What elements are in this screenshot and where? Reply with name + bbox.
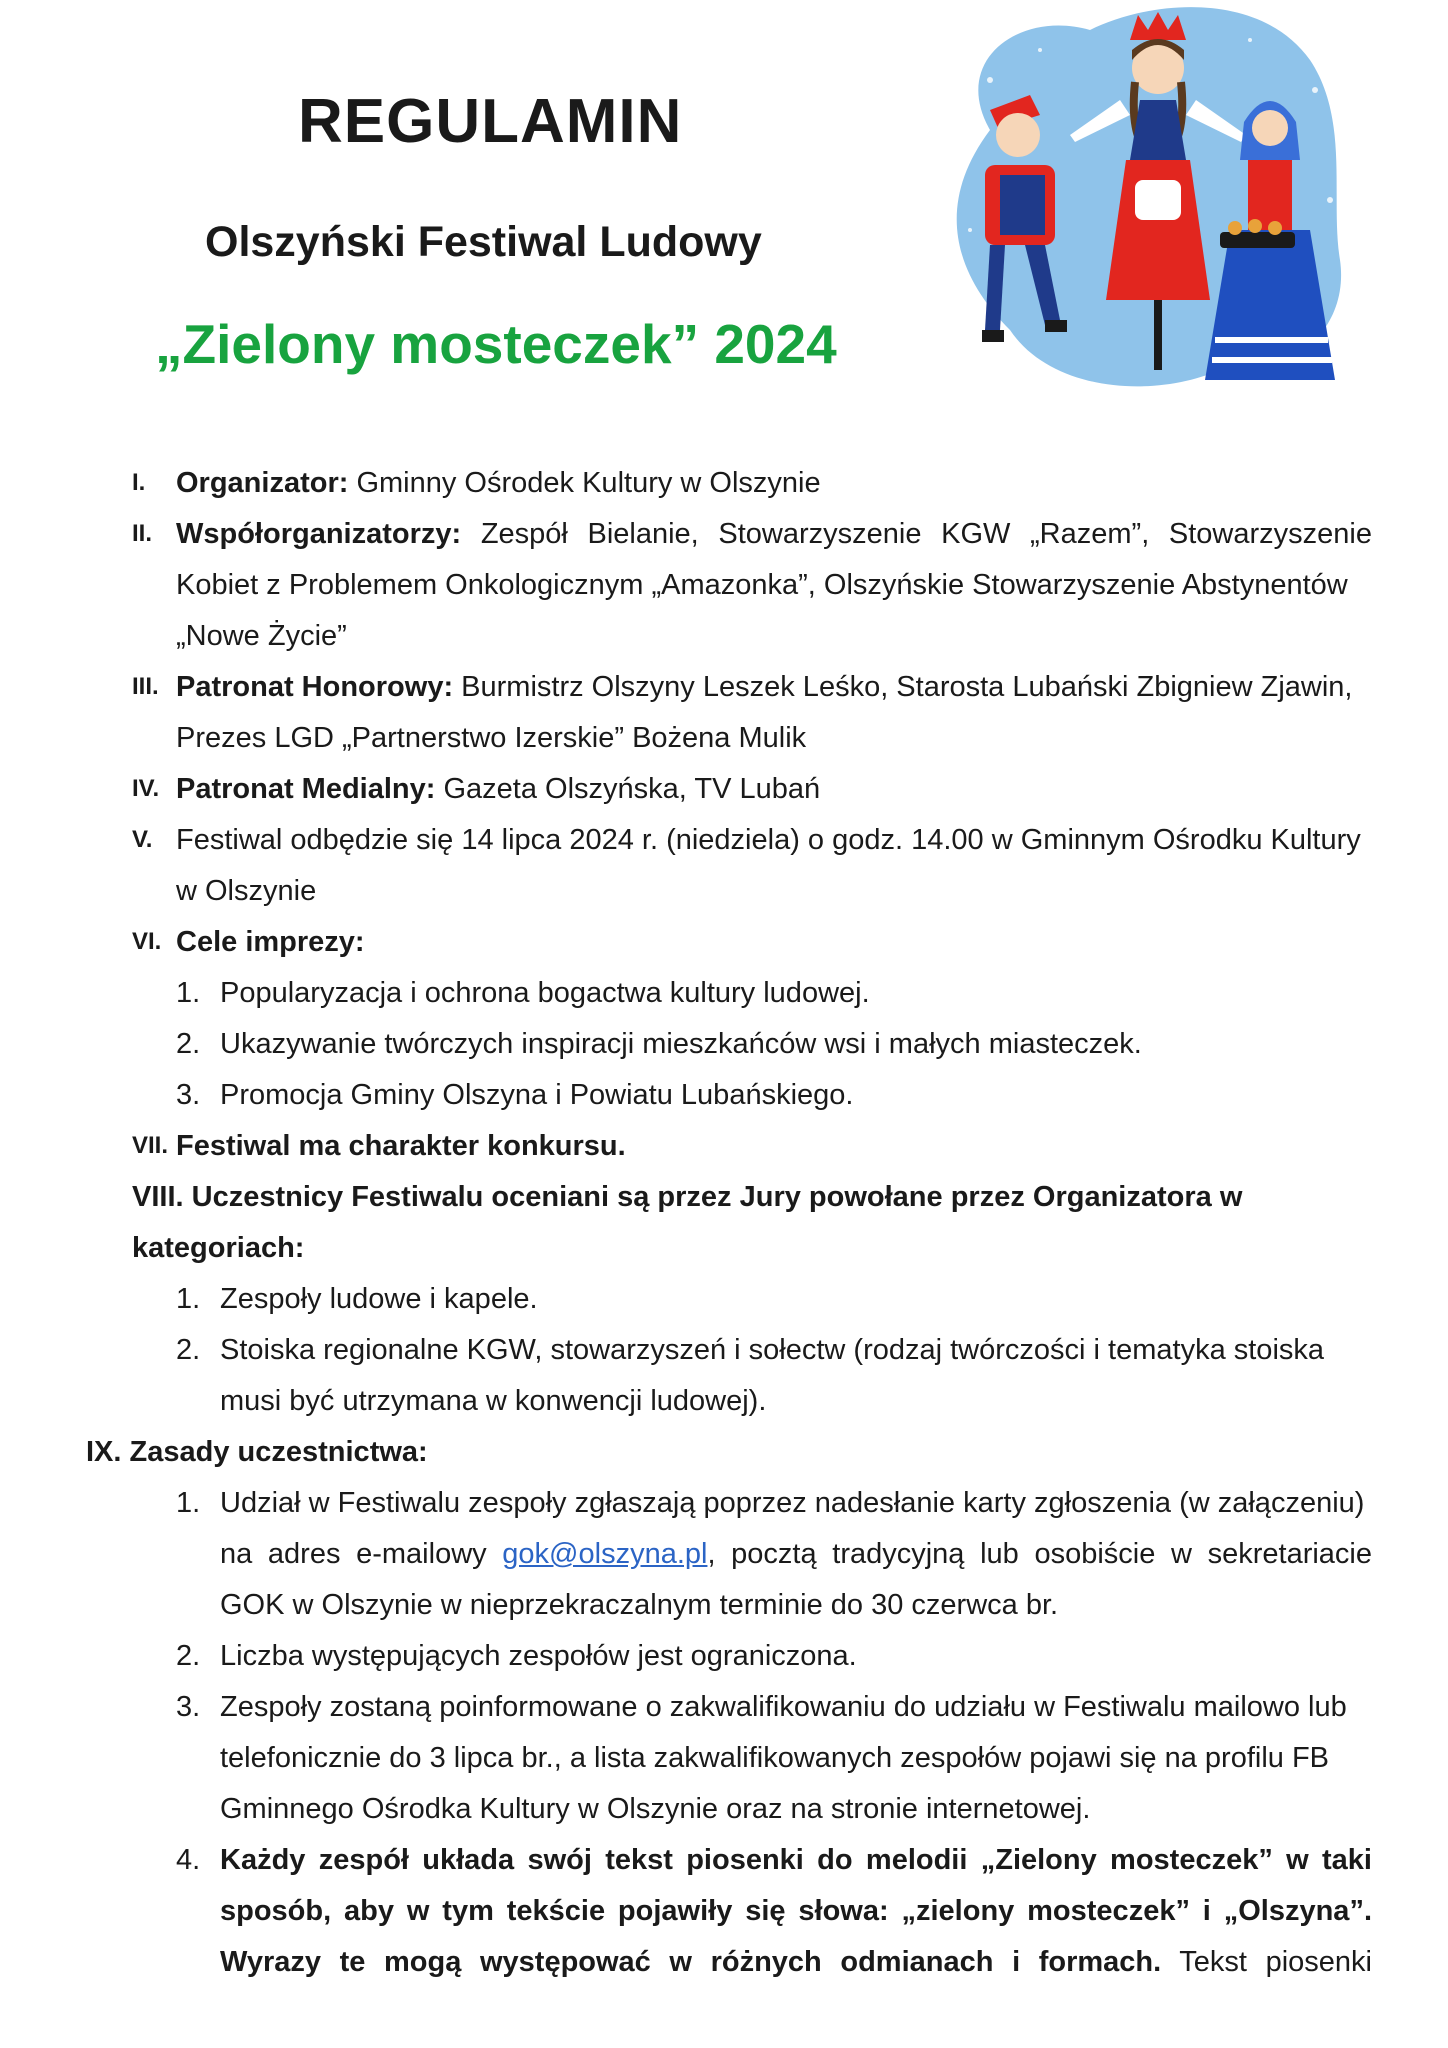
- section-4-text: Gazeta Olszyńska, TV Lubań: [435, 773, 821, 805]
- section-5-line-1: Festiwal odbędzie się 14 lipca 2024 r. (niedziela) o godz. 14.00 w Gminnym Ośrodku Kultury: [176, 824, 1361, 856]
- section-3-line-1: [176, 667, 1352, 707]
- rule-4-line3-bold: Wyrazy te mogą występować w różnych odmianach i formach.: [220, 1946, 1162, 1978]
- section-2-line1-text: Zespół Bielanie, Stowarzyszenie KGW „Razem”, Stowarzyszenie: [461, 518, 1372, 550]
- section-3-line-2: Prezes LGD „Partnerstwo Izerskie” Bożena Mulik: [176, 722, 807, 754]
- rule-1-line-1: Udział w Festiwalu zespoły zgłaszają poprzez nadesłanie karty zgłoszenia (w załączeniu): [220, 1487, 1365, 1519]
- rule-3-line-2: telefonicznie do 3 lipca br., a lista zakwalifikowanych zespołów pojawi się na profilu FB: [220, 1742, 1330, 1774]
- goal-item-1: Popularyzacja i ochrona bogactwa kultury ludowej.: [220, 977, 870, 1009]
- list-number: 2.: [176, 1334, 201, 1366]
- festival-name: „Zielony mosteczek” 2024: [155, 313, 837, 375]
- list-number: 1.: [176, 977, 201, 1009]
- document-subtitle: Olszyński Festiwal Ludowy: [205, 218, 762, 266]
- document-title: REGULAMIN: [298, 87, 683, 156]
- section-8-line1-text: Uczestnicy Festiwalu oceniani są przez Jury powołane przez Organizatora w: [191, 1181, 1243, 1213]
- section-9-numeral: IX.: [86, 1436, 122, 1468]
- section-6-numeral: VI.: [132, 928, 162, 955]
- section-7-numeral: VII.: [132, 1132, 169, 1159]
- goal-item-3: Promocja Gminy Olszyna i Powiatu Lubańskiego.: [220, 1079, 854, 1111]
- section-7-label: Festiwal ma charakter konkursu.: [176, 1130, 626, 1162]
- section-9-heading: [86, 1432, 428, 1472]
- rule-4-line-2: sposób, aby w tym tekście pojawiły się słowa: „zielony mosteczek” i „Olszyna”.: [220, 1895, 1372, 1927]
- section-2-line-1: [176, 514, 1372, 554]
- section-1-label: Organizator:: [176, 467, 349, 499]
- rule-1-line2-b: , pocztą tradycyjną lub osobiście w sekretariacie: [707, 1538, 1372, 1570]
- email-link[interactable]: gok@olszyna.pl: [502, 1538, 708, 1570]
- section-5-line-2: w Olszynie: [176, 875, 317, 907]
- rule-3-line-1: Zespoły zostaną poinformowane o zakwalifikowaniu do udziału w Festiwalu mailowo lub: [220, 1691, 1347, 1723]
- rule-4-line-3: [220, 1942, 1372, 1982]
- section-3-numeral: III.: [132, 673, 159, 700]
- rule-3-line-3: Gminnego Ośrodka Kultury w Olszynie oraz na stronie internetowej.: [220, 1793, 1091, 1825]
- section-5-numeral: V.: [132, 826, 153, 853]
- rule-4-line3-rest: Tekst piosenki: [1161, 1946, 1372, 1978]
- section-2-numeral: II.: [132, 520, 153, 547]
- section-3-label: Patronat Honorowy:: [176, 671, 454, 703]
- category-item-2-line-1: Stoiska regionalne KGW, stowarzyszeń i sołectw (rodzaj twórczości i tematyka stoiska: [220, 1334, 1325, 1366]
- section-6-label: Cele imprezy:: [176, 926, 365, 958]
- section-9-label: Zasady uczestnictwa:: [129, 1436, 428, 1468]
- rule-4-line-1: Każdy zespół układa swój tekst piosenki do melodii „Zielony mosteczek” w taki: [220, 1844, 1372, 1876]
- goal-item-2: Ukazywanie twórczych inspiracji mieszkańców wsi i małych miasteczek.: [220, 1028, 1142, 1060]
- section-2-line-2: Kobiet z Problemem Onkologicznym „Amazonka”, Olszyńskie Stowarzyszenie Abstynentów: [176, 569, 1348, 601]
- rule-1-line-3: GOK w Olszynie w nieprzekraczalnym terminie do 30 czerwca br.: [220, 1589, 1059, 1621]
- list-number: 3.: [176, 1691, 201, 1723]
- list-number: 1.: [176, 1283, 201, 1315]
- section-2-label: Współorganizatorzy:: [176, 518, 462, 550]
- section-8-line-2: kategoriach:: [132, 1232, 305, 1264]
- section-4-label: Patronat Medialny:: [176, 773, 436, 805]
- rule-1-line-2: [220, 1534, 1372, 1574]
- section-8-line-1: [132, 1177, 1242, 1217]
- rule-2: Liczba występujących zespołów jest ograniczona.: [220, 1640, 857, 1672]
- section-4-numeral: IV.: [132, 775, 160, 802]
- list-number: 2.: [176, 1028, 201, 1060]
- list-number: 4.: [176, 1844, 201, 1876]
- section-8-numeral: VIII.: [132, 1181, 184, 1213]
- section-4: [176, 769, 820, 809]
- category-item-2-line-2: musi być utrzymana w konwencji ludowej).: [220, 1385, 767, 1417]
- category-item-1: Zespoły ludowe i kapele.: [220, 1283, 538, 1315]
- list-number: 2.: [176, 1640, 201, 1672]
- list-number: 3.: [176, 1079, 201, 1111]
- section-1: [176, 463, 821, 503]
- section-1-text: Gminny Ośrodek Kultury w Olszynie: [348, 467, 821, 499]
- folk-dancers-illustration: [930, 0, 1350, 412]
- list-number: 1.: [176, 1487, 201, 1519]
- section-1-numeral: I.: [132, 469, 146, 496]
- section-2-line-3: „Nowe Życie”: [176, 620, 347, 652]
- section-3-line1-text: Burmistrz Olszyny Leszek Leśko, Starosta Lubański Zbigniew Zjawin,: [453, 671, 1353, 703]
- rule-1-line2-a: na adres e-mailowy: [220, 1538, 503, 1570]
